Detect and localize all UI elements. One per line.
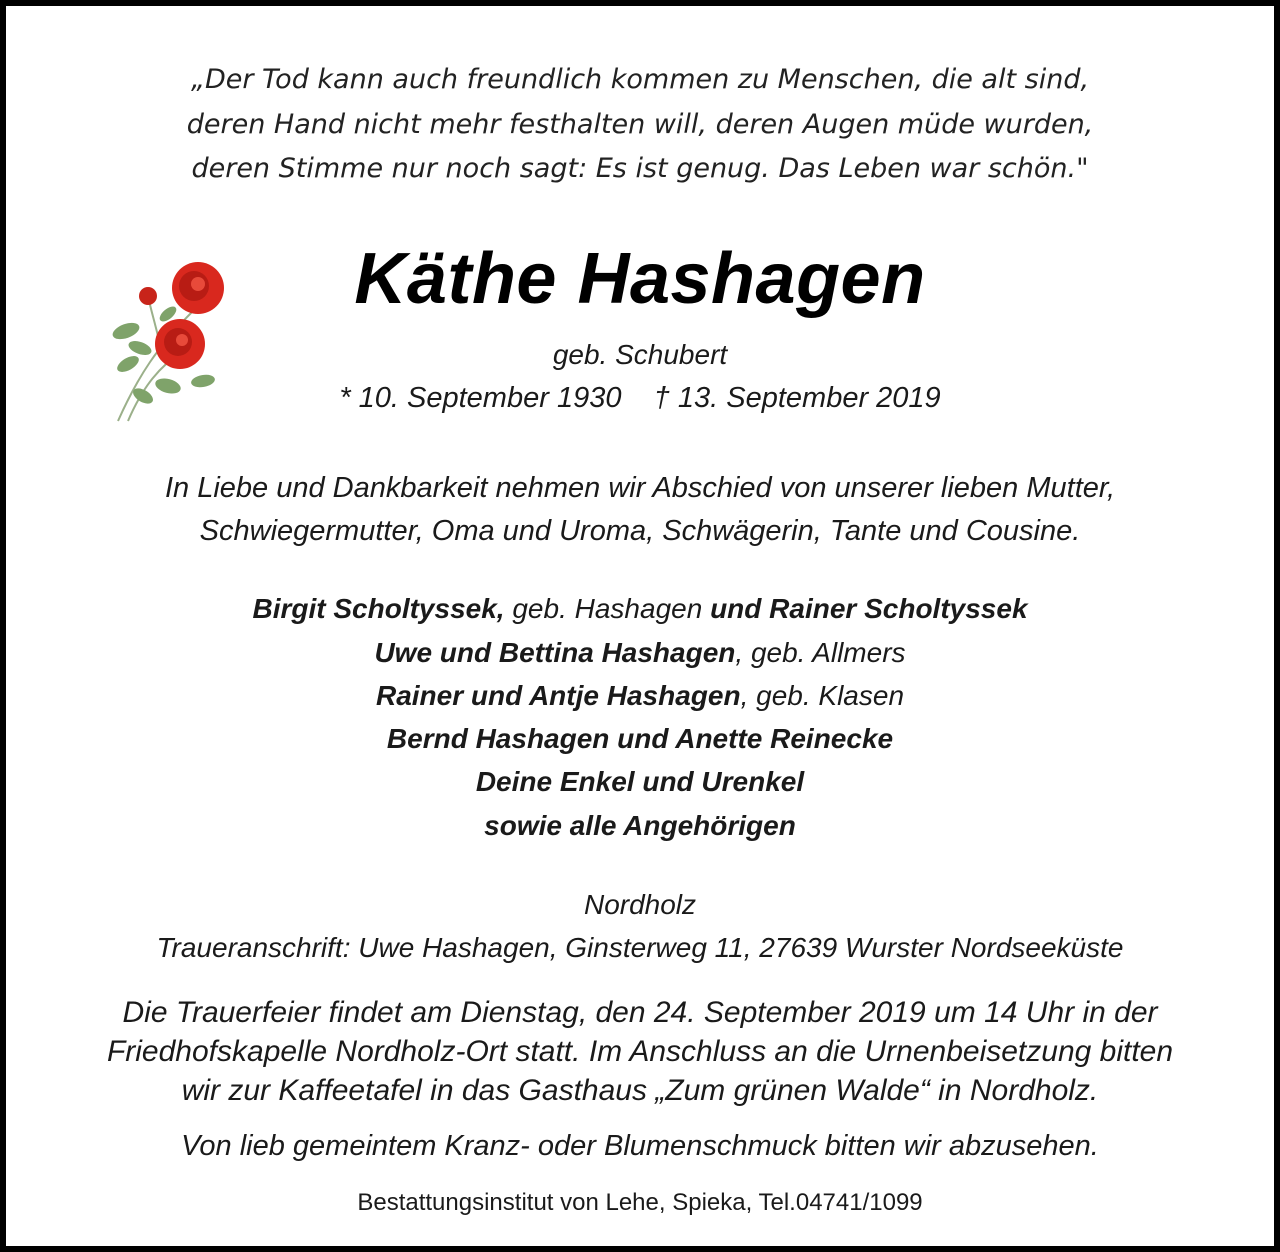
quote-line-3: deren Stimme nur noch sagt: Es ist genug. Das Leben war schön." bbox=[191, 153, 1089, 184]
flowers-note: Von lieb gemeintem Kranz- oder Blumenschmuck bitten wir abzusehen. bbox=[181, 1130, 1099, 1162]
mourner-partner: und Rainer Scholtyssek bbox=[710, 593, 1028, 624]
life-dates bbox=[6, 382, 1274, 415]
farewell-line-2: Schwiegermutter, Oma und Uroma, Schwägerin, Tante und Cousine. bbox=[199, 515, 1081, 547]
undertaker: Bestattungsinstitut von Lehe, Spieka, Tel.04741/1099 bbox=[357, 1189, 923, 1216]
mourner-row-3 bbox=[6, 680, 1274, 712]
service-line-2: Friedhofskapelle Nordholz-Ort statt. Im Anschluss an die Urnenbeisetzung bitten bbox=[106, 1035, 1174, 1068]
mourner-name: Birgit Scholtyssek, bbox=[252, 593, 505, 624]
mourner-row-1 bbox=[6, 593, 1274, 625]
service-line-1: Die Trauerfeier findet am Dienstag, den 24. September 2019 um 14 Uhr in der bbox=[122, 996, 1158, 1029]
deceased-name: Käthe Hashagen bbox=[354, 239, 926, 319]
mourning-address: Traueranschrift: Uwe Hashagen, Ginsterweg 11, 27639 Wurster Nordseeküste bbox=[156, 932, 1124, 963]
mourner-birth-name: , geb. Allmers bbox=[735, 637, 906, 668]
birth-name: geb. Schubert bbox=[552, 339, 728, 370]
mourner-row-4: Bernd Hashagen und Anette Reinecke bbox=[386, 723, 894, 754]
farewell-line-1: In Liebe und Dankbarkeit nehmen wir Abschied von unserer lieben Mutter, bbox=[164, 472, 1116, 504]
mourner-name: Rainer und Antje Hashagen bbox=[375, 680, 741, 711]
birth-date: * 10. September 1930 bbox=[339, 382, 622, 414]
quote-line-1: „Der Tod kann auch freundlich kommen zu Menschen, die alt sind, bbox=[190, 64, 1090, 95]
mourner-row-5: Deine Enkel und Urenkel bbox=[475, 766, 805, 797]
mourner-name: Uwe und Bettina Hashagen bbox=[374, 637, 736, 668]
quote-line-2: deren Hand nicht mehr festhalten will, deren Augen müde wurden, bbox=[186, 109, 1094, 140]
place: Nordholz bbox=[583, 889, 697, 920]
mourner-birth-name: , geb. Klasen bbox=[740, 680, 905, 711]
mourner-birth-name: geb. Hashagen bbox=[504, 593, 711, 624]
mourner-row-2 bbox=[6, 637, 1274, 669]
service-line-3: wir zur Kaffeetafel in das Gasthaus „Zum grünen Walde“ in Nordholz. bbox=[181, 1074, 1099, 1107]
mourner-row-6: sowie alle Angehörigen bbox=[484, 810, 796, 841]
death-date: † 13. September 2019 bbox=[653, 382, 941, 414]
